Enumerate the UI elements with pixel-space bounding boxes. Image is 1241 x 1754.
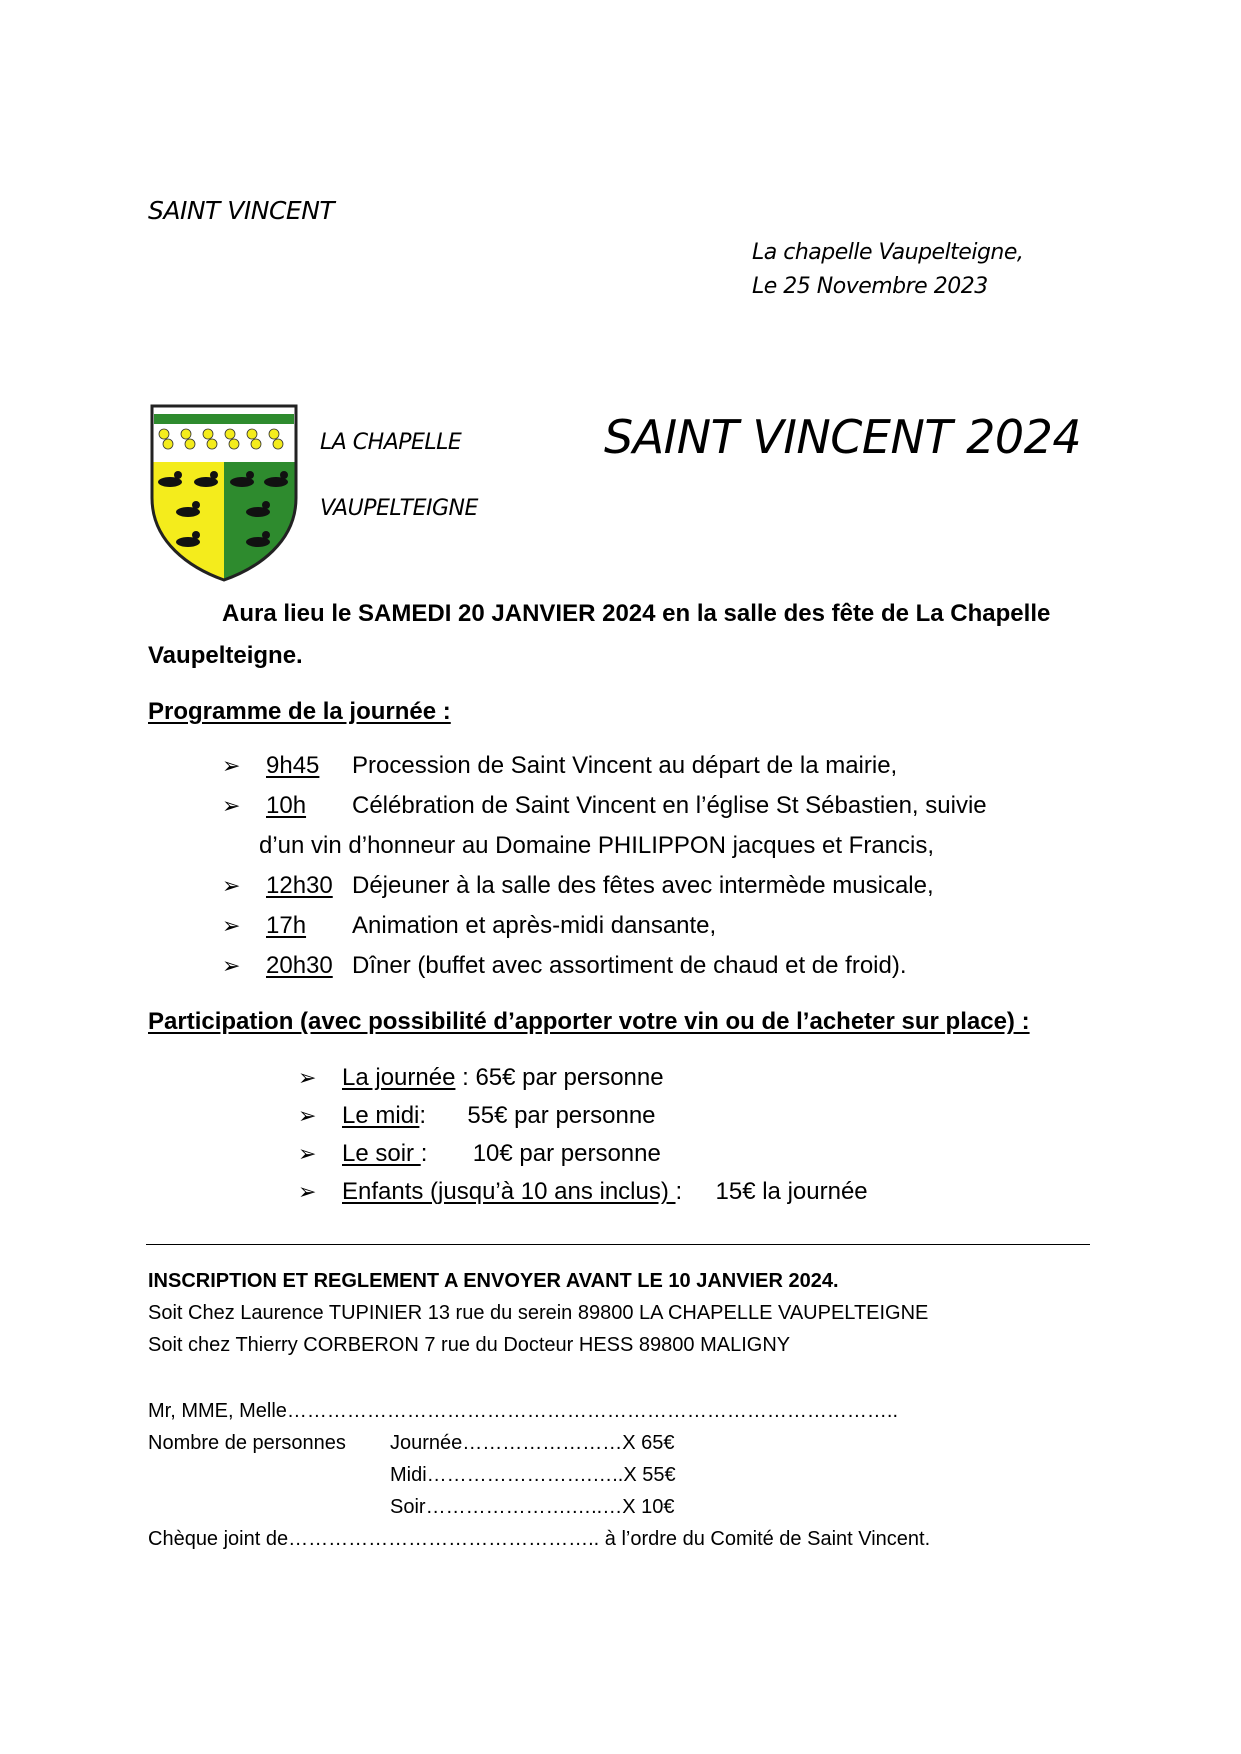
price-sep: : [675, 1178, 683, 1205]
address-1: Soit Chez Laurence TUPINIER 13 rue du serein 89800 LA CHAPELLE VAUPELTEIGNE [148, 1302, 929, 1324]
price-label: La journée [342, 1064, 456, 1091]
programme-item [222, 912, 716, 940]
price-item [298, 1102, 656, 1130]
address-2: Soit chez Thierry CORBERON 7 rue du Docteur HESS 89800 MALIGNY [148, 1334, 791, 1356]
price-label: Le midi [342, 1102, 420, 1129]
price-item [298, 1178, 868, 1206]
price-value: 15€ la journée [715, 1178, 868, 1205]
price-item [298, 1064, 664, 1092]
intro-line2: Vaupelteigne. [148, 642, 303, 669]
main-title: SAINT VINCENT 2024 [604, 410, 1082, 464]
price-sep: : [420, 1140, 428, 1167]
programme-time: 9h45 [266, 752, 320, 779]
midi-line: Midi…………………….…..X 55€ [390, 1464, 676, 1486]
programme-text: Déjeuner à la salle des fêtes avec intermède musicale, [352, 872, 934, 899]
programme-item [222, 752, 897, 780]
price-label: Le soir [342, 1140, 421, 1167]
programme-heading: Programme de la journée : [148, 698, 451, 725]
programme-text: Procession de Saint Vincent au départ de la mairie, [352, 752, 898, 779]
divider [146, 1244, 1090, 1245]
programme-time: 10h [266, 792, 307, 819]
crest-name-line1: LA CHAPELLE [320, 430, 462, 455]
coat-of-arms [148, 402, 300, 584]
cheque-line: Chèque joint de……………………………………….. à l’ordre du Comité de Saint Vincent. [148, 1528, 931, 1550]
programme-item [222, 952, 907, 980]
place-line: La chapelle Vaupelteigne, [752, 240, 1024, 265]
arrow-bullet-icon: ➢ [222, 753, 241, 778]
arrow-bullet-icon: ➢ [222, 913, 241, 938]
programme-item [222, 792, 987, 820]
top-title: SAINT VINCENT [148, 196, 335, 225]
soir-line: Soir………………….…..…X 10€ [390, 1496, 675, 1518]
programme-time: 20h30 [266, 952, 333, 979]
programme-text: Dîner (buffet avec assortiment de chaud et de froid). [352, 952, 907, 979]
price-sep: : [455, 1064, 476, 1091]
programme-item [222, 872, 934, 900]
arrow-bullet-icon: ➢ [298, 1103, 317, 1128]
journee-line: Journée……………………X 65€ [390, 1432, 675, 1454]
arrow-bullet-icon: ➢ [222, 953, 241, 978]
programme-time: 12h30 [266, 872, 333, 899]
arrow-bullet-icon: ➢ [222, 793, 241, 818]
arrow-bullet-icon: ➢ [298, 1065, 317, 1090]
persons-label: Nombre de personnes [148, 1432, 346, 1454]
arrow-bullet-icon: ➢ [298, 1179, 317, 1204]
crest-name-line2: VAUPELTEIGNE [320, 496, 478, 521]
programme-text: Célébration de Saint Vincent en l’église St Sébastien, suivie [352, 792, 987, 819]
inscription-heading: INSCRIPTION ET REGLEMENT A ENVOYER AVANT LE 10 JANVIER 2024. [148, 1270, 839, 1292]
price-value: 55€ par personne [467, 1102, 656, 1129]
price-item [298, 1140, 661, 1168]
intro-line1: Aura lieu le SAMEDI 20 JANVIER 2024 en la salle des fête de La Chapelle [222, 600, 1051, 627]
price-value: 10€ par personne [472, 1140, 661, 1167]
participation-heading: Participation (avec possibilité d’apporter votre vin ou de l’acheter sur place) : [148, 1008, 1030, 1035]
price-value: 65€ par personne [475, 1064, 664, 1091]
price-sep: : [419, 1102, 427, 1129]
price-label: Enfants (jusqu’à 10 ans inclus) [342, 1178, 676, 1205]
programme-text: Animation et après-midi dansante, [352, 912, 717, 939]
date-line: Le 25 Novembre 2023 [752, 274, 988, 299]
name-field-line: Mr, MME, Melle……………………………………………………………………………….. [148, 1400, 899, 1422]
arrow-bullet-icon: ➢ [298, 1141, 317, 1166]
arrow-bullet-icon: ➢ [222, 873, 241, 898]
programme-item-continuation: d’un vin d’honneur au Domaine PHILIPPON jacques et Francis, [259, 832, 935, 859]
programme-time: 17h [266, 912, 307, 939]
